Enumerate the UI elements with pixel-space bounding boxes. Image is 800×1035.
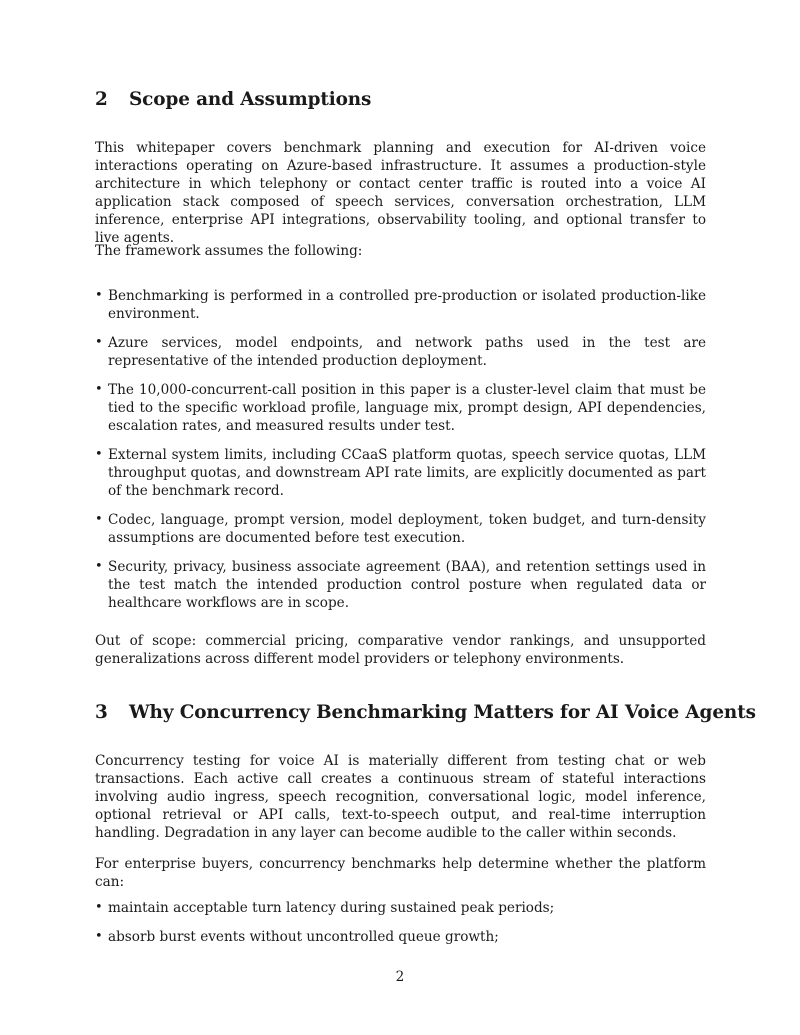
bullet-icon: • [95, 288, 103, 303]
bullet-icon: • [95, 900, 103, 915]
section-3-capabilities-list [95, 899, 706, 957]
section-3-heading [95, 704, 756, 722]
bullet-icon: • [95, 929, 103, 944]
list-item: • Benchmarking is performed in a controlled pre-production or isolated production-like environment. [95, 288, 706, 322]
page-number: 2 [395, 969, 405, 985]
list-item: • The 10,000-concurrent-call position in this paper is a cluster-level claim that must be tied to the specific workload profile, language mix, prompt design, API dependencies, escalation rates, and measured results under test. [95, 382, 706, 434]
section-2-lead-paragraph: The framework assumes the following: [95, 243, 363, 259]
section-3-intro-paragraph: Concurrency testing for voice AI is materially different from testing chat or web transactions. Each active call creates a continuous stream of stateful interactions involving audio ingress, speech recognition, conversational logic, model inference, optional retrieval or API calls, text-to-speech output, and real-time interruption handling. Degradation in any layer can become audible to the caller within seconds. [95, 753, 706, 841]
bullet-icon: • [95, 447, 103, 462]
list-item: • Security, privacy, business associate agreement (BAA), and retention settings used in the test match the intended production control posture when regulated data or healthcare workflows are in scope. [95, 559, 706, 611]
bullet-icon: • [95, 382, 103, 397]
bullet-icon: • [95, 559, 103, 574]
section-2-assumptions-list [95, 287, 706, 623]
list-item: • Codec, language, prompt version, model deployment, token budget, and turn-density assumptions are documented before test execution. [95, 512, 706, 546]
list-item: • maintain acceptable turn latency during sustained peak periods; [95, 900, 555, 916]
list-item: • External system limits, including CCaaS platform quotas, speech service quotas, LLM throughput quotas, and downstream API rate limits, are explicitly documented as part of the benchmark record. [95, 447, 706, 499]
bullet-icon: • [95, 512, 103, 527]
section-3-number: 3 [95, 702, 108, 723]
section-2-number: 2 [95, 89, 108, 110]
section-2-title: Scope and Assumptions [129, 89, 372, 110]
section-2-out-of-scope-paragraph: Out of scope: commercial pricing, comparative vendor rankings, and unsupported generalizations across different model providers or telephony environments. [95, 633, 706, 667]
list-item: • absorb burst events without uncontrolled queue growth; [95, 929, 499, 945]
section-3-lead-paragraph: For enterprise buyers, concurrency benchmarks help determine whether the platform can: [95, 856, 706, 890]
section-2-heading [95, 91, 371, 109]
section-3-title: Why Concurrency Benchmarking Matters for AI Voice Agents [129, 702, 756, 723]
section-2-intro-paragraph: This whitepaper covers benchmark planning and execution for AI-driven voice interactions operating on Azure-based infrastructure. It assumes a production-style architecture in which telephony or contact center traffic is routed into a voice AI application stack composed of speech services, conversation orchestration, LLM inference, enterprise API integrations, observability tooling, and optional transfer to live agents. [95, 140, 706, 246]
list-item: • Azure services, model endpoints, and network paths used in the test are representative of the intended production deployment. [95, 335, 706, 369]
bullet-icon: • [95, 335, 103, 350]
